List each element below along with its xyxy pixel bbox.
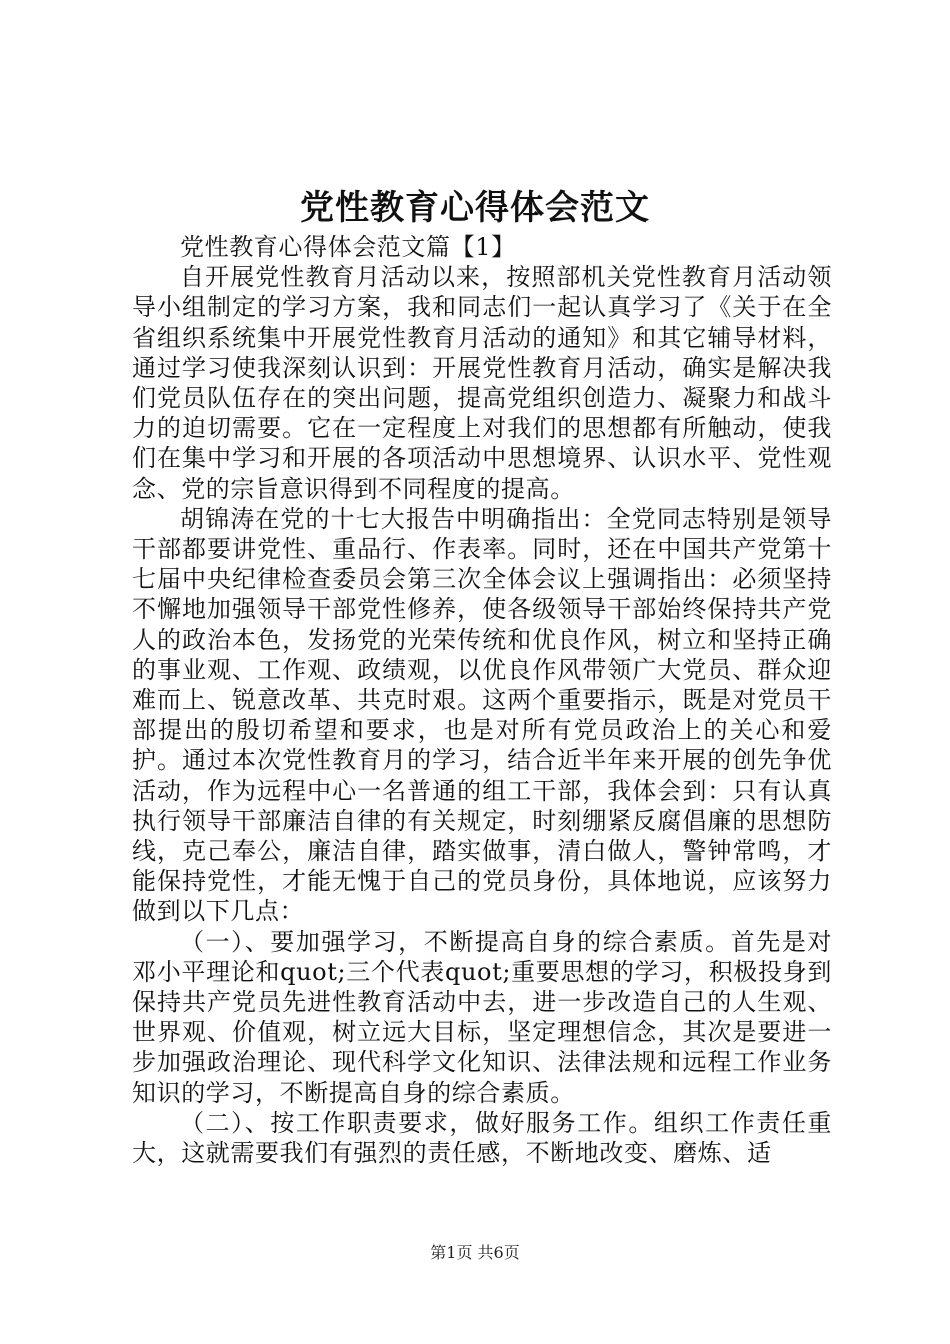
document-title: 党性教育心得体会范文	[300, 188, 650, 228]
document-body	[132, 232, 832, 1168]
page-number-footer: 第1页 共6页	[430, 1243, 520, 1262]
paragraph-1: 自开展党性教育月活动以来，按照部机关党性教育月活动领导小组制定的学习方案，我和同志们一起认真学习了《关于在全省组织系统集中开展党性教育月活动的通知》和其它辅导材料，通过学习使我深刻认识到：开展党性教育月活动，确实是解决我们党员队伍存在的突出问题，提高党组织创造力、凝聚力和战斗力的迫切需要。它在一定程度上对我们的思想都有所触动，使我们在集中学习和开展的各项活动中思想境界、认识水平、党性观念、党的宗旨意识得到不同程度的提高。	[132, 263, 832, 503]
section-heading: 党性教育心得体会范文篇【1】	[180, 233, 516, 261]
paragraph-3: （一）、要加强学习，不断提高自身的综合素质。首先是对邓小平理论和quot;三个代表quot;重要思想的学习，积极投身到保持共产党员先进性教育活动中去，进一步改造自己的人生观、世界观、价值观，树立远大目标，坚定理想信念，其次是要进一步加强政治理论、现代科学文化知识、法律法规和远程工作业务知识的学习，不断提高自身的综合素质。	[132, 927, 832, 1107]
paragraph-4: （二）、按工作职责要求，做好服务工作。组织工作责任重大，这就需要我们有强烈的责任感，不断地改变、磨炼、适	[132, 1108, 832, 1168]
paragraph-2: 胡锦涛在党的十七大报告中明确指出：全党同志特别是领导干部都要讲党性、重品行、作表率。同时，还在中国共产党第十七届中央纪律检查委员会第三次全体会议上强调指出：必须坚持不懈地加强领导干部党性修养，使各级领导干部始终保持共产党人的政治本色，发扬党的光荣传统和优良作风，树立和坚持正确的事业观、工作观、政绩观，以优良作风带领广大党员、群众迎难而上、锐意改革、共克时艰。这两个重要指示，既是对党员干部提出的殷切希望和要求，也是对所有党员政治上的关心和爱护。通过本次党性教育月的学习，结合近半年来开展的创先争优活动，作为远程中心一名普通的组工干部，我体会到：只有认真执行领导干部廉洁自律的有关规定，时刻绷紧反腐倡廉的思想防线，克己奉公，廉洁自律，踏实做事，清白做人，警钟常鸣，才能保持党性，才能无愧于自己的党员身份，具体地说，应该努力做到以下几点：	[132, 504, 832, 926]
